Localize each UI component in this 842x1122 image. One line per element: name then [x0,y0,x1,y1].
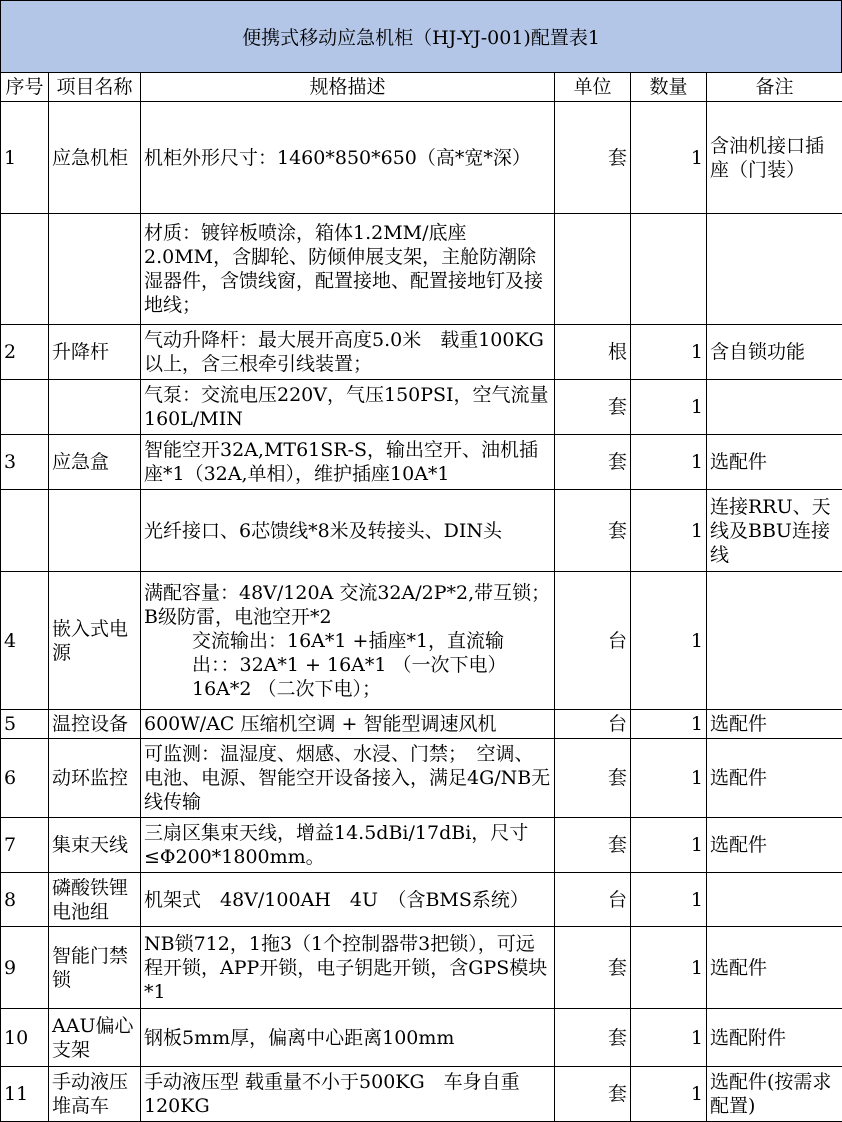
table-row [1,739,842,818]
row-qty: 1 [631,927,707,1009]
row-spec: 智能空开32A,MT61SR-S，输出空开、油机插座*1（32A,单相），维护插座10A*1 [141,435,555,490]
row-unit: 套 [555,818,631,873]
row-name: 应急盒 [49,435,141,490]
row-note: 连接RRU、天线及BBU连接线 [707,490,842,572]
row-no [1,380,49,435]
row-unit: 套 [555,380,631,435]
row-qty: 1 [631,435,707,490]
row-spec: 600W/AC 压缩机空调 + 智能型调速风机 [141,710,555,739]
row-spec: 材质：镀锌板喷涂，箱体1.2MM/底座2.0MM，含脚轮、防倾伸展支架，主舱防潮除湿器件，含馈线窗，配置接地、配置接地钉及接地线； [141,214,555,325]
row-unit: 套 [555,1009,631,1067]
table-row [1,873,842,927]
config-table [0,72,842,1122]
row-spec-cell [141,572,555,710]
row-unit: 套 [555,1067,631,1122]
row-qty: 1 [631,739,707,818]
row-qty: 1 [631,380,707,435]
row-qty: 1 [631,1009,707,1067]
row-unit: 套 [555,927,631,1009]
row-note: 选配件 [707,435,842,490]
row-no: 6 [1,739,49,818]
row-unit: 根 [555,325,631,380]
row-qty: 1 [631,490,707,572]
row-unit: 台 [555,873,631,927]
table-row [1,1009,842,1067]
row-qty: 1 [631,1067,707,1122]
row-note: 含油机接口插座（门装） [707,102,842,214]
row-note: 选配件 [707,710,842,739]
row-spec: 机柜外形尺寸：1460*850*650（高*宽*深） [141,102,555,214]
row-unit: 台 [555,710,631,739]
row-note [707,572,842,710]
row-unit [555,214,631,325]
row-unit: 套 [555,102,631,214]
row-name [49,380,141,435]
row-spec: 气泵：交流电压220V，气压150PSI，空气流量160L/MIN [141,380,555,435]
sheet-title: 便携式移动应急机柜（HJ-YJ-001)配置表1 [0,0,842,73]
row-name: 集束天线 [49,818,141,873]
row-note: 选配件 [707,739,842,818]
row-name: 温控设备 [49,710,141,739]
table-row [1,490,842,572]
table-row [1,102,842,214]
table-row [1,927,842,1009]
row-spec: 光纤接口、6芯馈线*8米及转接头、DIN头 [141,490,555,572]
row-note: 选配附件 [707,1009,842,1067]
row-unit: 套 [555,490,631,572]
table-row [1,325,842,380]
row-spec: 手动液压型 载重量不小于500KG 车身自重120KG [141,1067,555,1122]
row-qty: 1 [631,325,707,380]
row-note [707,380,842,435]
row-spec: 三扇区集束天线，增益14.5dBi/17dBi，尺寸≤Φ200*1800mm。 [141,818,555,873]
row-no: 3 [1,435,49,490]
row-name: 嵌入式电源 [49,572,141,710]
row-qty [631,214,707,325]
row-note [707,873,842,927]
table-row [1,380,842,435]
row-no: 4 [1,572,49,710]
row-note: 选配件 [707,818,842,873]
row-qty: 1 [631,710,707,739]
row-no: 5 [1,710,49,739]
row-name [49,214,141,325]
table-row [1,1067,842,1122]
header-qty: 数量 [631,73,707,102]
row-note: 选配件 [707,927,842,1009]
row-spec: 满配容量：48V/120A 交流32A/2P*2,带互锁；B级防雷，电池空开*2 [144,582,550,628]
row-qty: 1 [631,572,707,710]
table-row [1,214,842,325]
row-no: 9 [1,927,49,1009]
header-note: 备注 [707,73,842,102]
row-spec: 气动升降杆：最大展开高度5.0米 载重100KG以上，含三根牵引线装置； [141,325,555,380]
row-note [707,214,842,325]
row-name: 磷酸铁锂电池组 [49,873,141,927]
row-qty: 1 [631,818,707,873]
row-note: 含自锁功能 [707,325,842,380]
header-row [1,73,842,102]
row-name: 动环监控 [49,739,141,818]
row-no [1,214,49,325]
table-row [1,435,842,490]
row-name: AAU偏心支架 [49,1009,141,1067]
row-spec: NB锁712，1拖3（1个控制器带3把锁），可远程开锁，APP开锁，电子钥匙开锁，含GPS模块*1 [141,927,555,1009]
row-unit: 套 [555,739,631,818]
row-name [49,490,141,572]
row-name: 手动液压堆高车 [49,1067,141,1122]
row-unit: 套 [555,435,631,490]
row-no: 2 [1,325,49,380]
header-spec: 规格描述 [141,73,555,102]
row-no [1,490,49,572]
header-unit: 单位 [555,73,631,102]
row-spec-extra: 交流输出：16A*1 +插座*1，直流输出：：32A*1 + 16A*1 （一次下电）16A*2 （二次下电）； [144,629,551,701]
row-note: 选配件(按需求配置) [707,1067,842,1122]
row-qty: 1 [631,102,707,214]
row-no: 7 [1,818,49,873]
row-name: 智能门禁锁 [49,927,141,1009]
table-row [1,572,842,710]
row-spec: 钢板5mm厚，偏离中心距离100mm [141,1009,555,1067]
table-row [1,710,842,739]
row-no: 1 [1,102,49,214]
row-name: 应急机柜 [49,102,141,214]
row-spec: 可监测：温湿度、烟感、水浸、门禁； 空调、电池、电源、智能空开设备接入，满足4G/NB无线传输 [141,739,555,818]
row-qty: 1 [631,873,707,927]
header-no: 序号 [1,73,49,102]
row-no: 11 [1,1067,49,1122]
row-spec: 机架式 48V/100AH 4U （含BMS系统） [141,873,555,927]
header-name: 项目名称 [49,73,141,102]
row-name: 升降杆 [49,325,141,380]
row-no: 10 [1,1009,49,1067]
row-unit: 台 [555,572,631,710]
table-row [1,818,842,873]
row-no: 8 [1,873,49,927]
